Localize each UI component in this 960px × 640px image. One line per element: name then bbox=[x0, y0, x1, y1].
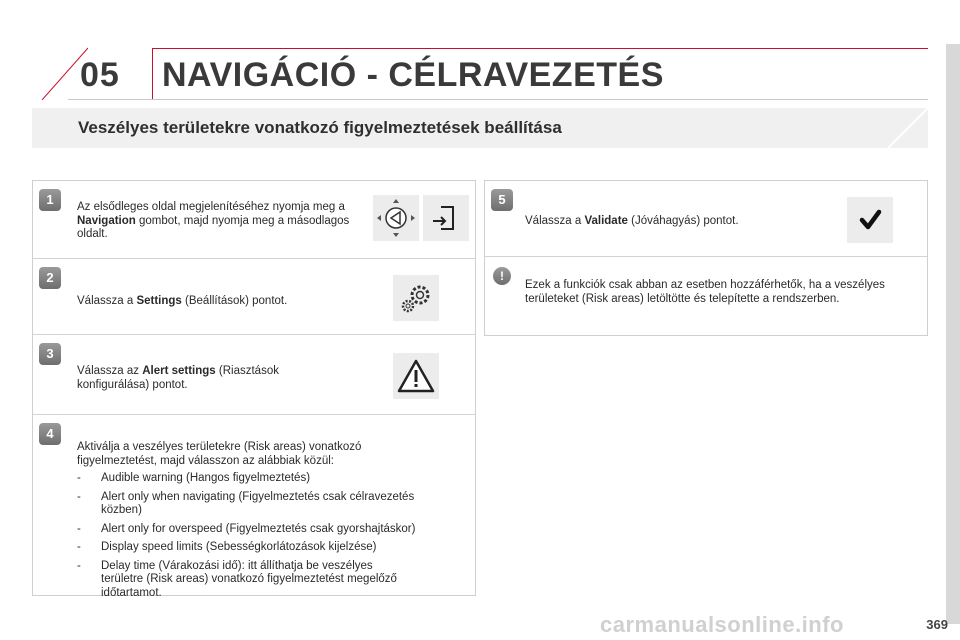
page-side-bar bbox=[946, 44, 960, 624]
step-text bbox=[77, 441, 417, 605]
step-4 bbox=[33, 415, 475, 597]
note-exclamation-icon: ! bbox=[493, 267, 511, 285]
option-item: - Audible warning (Hangos figyelmeztetés) bbox=[77, 472, 417, 486]
step-5 bbox=[485, 181, 927, 257]
page-number: 369 bbox=[926, 617, 948, 632]
step-number-badge: 1 bbox=[39, 189, 61, 211]
note-text: Ezek a funkciók csak abban az esetben hozzáférhetők, ha a veszélyes területeket (Risk areas) letöltötte és telepítette a rendszerben. bbox=[525, 279, 885, 305]
check-mark-icon bbox=[847, 197, 893, 243]
step-1 bbox=[33, 181, 475, 259]
section-diagonal-decoration bbox=[868, 108, 928, 148]
step-number-badge: 5 bbox=[491, 189, 513, 211]
navigation-joystick-icon bbox=[373, 195, 419, 241]
chapter-title: NAVIGÁCIÓ - CÉLRAVEZETÉS bbox=[162, 56, 664, 94]
chapter-header bbox=[28, 44, 928, 100]
step-text: Az elsődleges oldal megjelenítéséhez nyomja meg a Navigation gombot, majd nyomja meg a másodlagos oldalt. bbox=[77, 201, 350, 240]
option-item: - Alert only for overspeed (Figyelmeztetés csak gyorshajtáskor) bbox=[77, 523, 417, 537]
settings-gears-icon bbox=[393, 275, 439, 321]
chapter-number: 05 bbox=[80, 56, 120, 94]
step-text: Válassza a Validate (Jóváhagyás) pontot. bbox=[525, 215, 739, 227]
step-3 bbox=[33, 335, 475, 415]
step-intro: Aktiválja a veszélyes területekre (Risk areas) vonatkozó figyelmeztetést, majd válasszon az alábbiak közül: bbox=[77, 441, 362, 467]
step-number-badge: 2 bbox=[39, 267, 61, 289]
step-number-badge: 3 bbox=[39, 343, 61, 365]
steps-panel-right bbox=[484, 180, 928, 336]
note-row bbox=[485, 257, 927, 337]
section-header bbox=[32, 108, 928, 148]
watermark-text: carmanualsonline.info bbox=[600, 612, 844, 637]
option-item: - Delay time (Várakozási idő): itt állíthatja be veszélyes területre (Risk areas) vonatkozó figyelmeztetést megelőző időtartamot. bbox=[77, 560, 417, 601]
option-item: - Alert only when navigating (Figyelmeztetés csak célravezetés közben) bbox=[77, 491, 417, 518]
step-2 bbox=[33, 259, 475, 335]
steps-panel-left bbox=[32, 180, 476, 599]
step-text: Válassza a Settings (Beállítások) pontot. bbox=[77, 295, 288, 307]
header-divider bbox=[68, 99, 928, 100]
secondary-page-icon bbox=[423, 195, 469, 241]
options-list bbox=[77, 472, 417, 600]
section-title: Veszélyes területekre vonatkozó figyelmeztetések beállítása bbox=[78, 118, 562, 137]
option-item: - Display speed limits (Sebességkorlátozások kijelzése) bbox=[77, 541, 417, 555]
header-diagonal-decoration bbox=[28, 44, 88, 100]
step-number-badge: 4 bbox=[39, 423, 61, 445]
warning-triangle-icon bbox=[393, 353, 439, 399]
step-text: Válassza az Alert settings (Riasztások konfigurálása) pontot. bbox=[77, 365, 279, 391]
